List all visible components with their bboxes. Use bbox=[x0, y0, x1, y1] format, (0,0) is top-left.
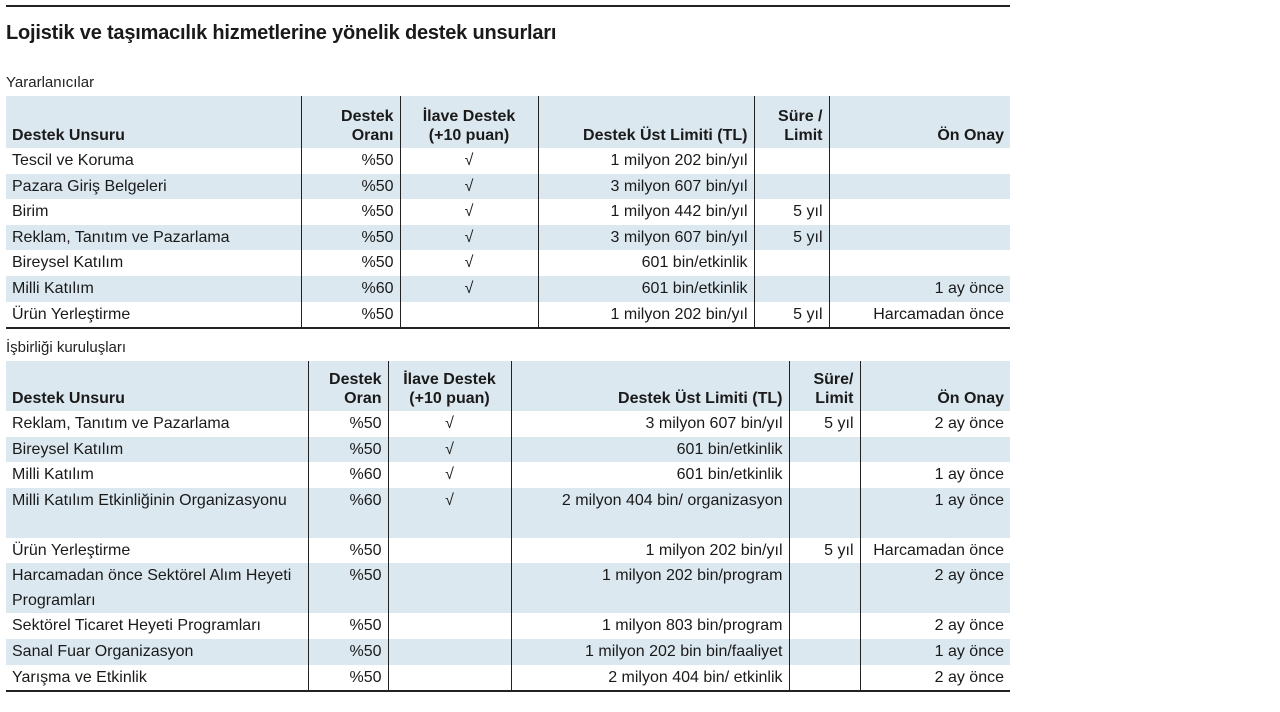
cell-sure bbox=[789, 639, 860, 665]
cell-ust-limit: 1 milyon 202 bin/yıl bbox=[538, 148, 754, 174]
cell-sure bbox=[754, 174, 829, 200]
cell-on-onay: 2 ay önce bbox=[860, 563, 1010, 613]
cell-destek-unsuru: Sektörel Ticaret Heyeti Programları bbox=[6, 613, 308, 639]
cell-ust-limit: 3 milyon 607 bin/yıl bbox=[511, 411, 789, 437]
table-row bbox=[6, 276, 1010, 302]
support-table-isbirligi bbox=[6, 361, 1010, 692]
cell-ilave-destek: √ bbox=[388, 462, 511, 488]
table-row bbox=[6, 563, 1010, 613]
cell-on-onay bbox=[829, 250, 1010, 276]
cell-destek-orani: %60 bbox=[308, 488, 388, 538]
cell-sure bbox=[789, 613, 860, 639]
cell-destek-orani: %50 bbox=[308, 538, 388, 564]
table-row bbox=[6, 225, 1010, 251]
cell-destek-unsuru: Harcamadan önce Sektörel Alım Heyeti Programları bbox=[6, 563, 308, 613]
table-row bbox=[6, 665, 1010, 692]
cell-ilave-destek bbox=[388, 563, 511, 613]
cell-on-onay: 1 ay önce bbox=[860, 639, 1010, 665]
cell-destek-orani: %50 bbox=[308, 613, 388, 639]
header-on-onay: Ön Onay bbox=[937, 390, 1004, 407]
header-destek-unsuru: Destek Unsuru bbox=[6, 96, 301, 148]
top-rule bbox=[6, 5, 1010, 7]
table-row bbox=[6, 437, 1010, 463]
cell-ust-limit: 601 bin/etkinlik bbox=[538, 250, 754, 276]
cell-on-onay bbox=[829, 199, 1010, 225]
cell-destek-unsuru: Reklam, Tanıtım ve Pazarlama bbox=[6, 225, 301, 251]
cell-on-onay: 1 ay önce bbox=[829, 276, 1010, 302]
cell-ust-limit: 1 milyon 803 bin/program bbox=[511, 613, 789, 639]
cell-sure bbox=[789, 437, 860, 463]
header-sure-limit: Süre/ Limit bbox=[789, 361, 860, 411]
cell-on-onay: 2 ay önce bbox=[934, 415, 1004, 432]
table-row bbox=[6, 250, 1010, 276]
cell-ilave-destek bbox=[388, 613, 511, 639]
header-on-onay: Ön Onay bbox=[937, 127, 1004, 144]
cell-ust-limit: 2 milyon 404 bin/ etkinlik bbox=[511, 665, 789, 692]
table-row bbox=[6, 639, 1010, 665]
table-row bbox=[6, 411, 1010, 437]
header-destek-ust-limiti: Destek Üst Limiti (TL) bbox=[538, 96, 754, 148]
cell-destek-orani: %50 bbox=[301, 302, 400, 329]
cell-ilave-destek bbox=[388, 665, 511, 692]
cell-sure bbox=[754, 148, 829, 174]
cell-destek-unsuru: Reklam, Tanıtım ve Pazarlama bbox=[6, 411, 308, 437]
cell-on-onay bbox=[860, 437, 1010, 463]
cell-sure bbox=[789, 665, 860, 692]
cell-destek-orani: %50 bbox=[301, 148, 400, 174]
cell-destek-unsuru: Yarışma ve Etkinlik bbox=[6, 665, 308, 692]
section-label-isbirligi: İşbirliği kuruluşları bbox=[6, 339, 127, 356]
cell-ilave-destek bbox=[388, 639, 511, 665]
table-row bbox=[6, 199, 1010, 225]
cell-destek-unsuru: Milli Katılım Etkinliğinin Organizasyonu bbox=[6, 488, 308, 538]
section-label-yararlanicilar: Yararlanıcılar bbox=[6, 74, 95, 91]
cell-on-onay: Harcamadan önce bbox=[873, 541, 1004, 559]
cell-destek-orani: %60 bbox=[308, 462, 388, 488]
cell-destek-orani: %50 bbox=[308, 665, 388, 692]
cell-sure: 5 yıl bbox=[754, 225, 829, 251]
cell-sure: 5 yıl bbox=[754, 302, 829, 329]
cell-sure bbox=[754, 250, 829, 276]
cell-on-onay bbox=[829, 174, 1010, 200]
cell-sure bbox=[789, 563, 860, 613]
cell-ilave-destek bbox=[388, 538, 511, 564]
table-row bbox=[6, 302, 1010, 329]
cell-ust-limit: 3 milyon 607 bin/yıl bbox=[538, 225, 754, 251]
cell-ust-limit: 601 bin/etkinlik bbox=[511, 462, 789, 488]
cell-destek-orani: %50 bbox=[301, 250, 400, 276]
cell-destek-orani: %50 bbox=[301, 225, 400, 251]
cell-sure bbox=[754, 276, 829, 302]
cell-destek-unsuru: Bireysel Katılım bbox=[6, 437, 308, 463]
cell-destek-orani: %50 bbox=[308, 563, 388, 613]
header-sure-limit: Süre / Limit bbox=[754, 96, 829, 148]
cell-ust-limit: 3 milyon 607 bin/yıl bbox=[538, 174, 754, 200]
cell-ust-limit: 2 milyon 404 bin/ organizasyon bbox=[511, 488, 789, 538]
cell-destek-orani: %60 bbox=[301, 276, 400, 302]
table-row bbox=[6, 148, 1010, 174]
header-ilave-destek: İlave Destek (+10 puan) bbox=[388, 361, 511, 411]
cell-sure: 5 yıl bbox=[789, 411, 860, 437]
cell-destek-unsuru: Bireysel Katılım bbox=[6, 250, 301, 276]
cell-destek-orani: %50 bbox=[308, 437, 388, 463]
table-row bbox=[6, 538, 1010, 564]
cell-destek-unsuru: Sanal Fuar Organizasyon bbox=[6, 639, 308, 665]
support-table-yararlanicilar bbox=[6, 96, 1010, 329]
cell-ilave-destek: √ bbox=[388, 488, 511, 538]
cell-on-onay: 2 ay önce bbox=[934, 617, 1004, 635]
cell-destek-orani: %50 bbox=[308, 639, 388, 665]
table-row bbox=[6, 462, 1010, 488]
cell-ilave-destek: √ bbox=[400, 148, 538, 174]
cell-destek-unsuru: Ürün Yerleştirme bbox=[6, 302, 301, 329]
page-title: Lojistik ve taşımacılık hizmetlerine yönelik destek unsurları bbox=[6, 22, 557, 44]
cell-on-onay bbox=[829, 148, 1010, 174]
cell-ilave-destek bbox=[400, 302, 538, 329]
cell-destek-unsuru: Ürün Yerleştirme bbox=[6, 538, 308, 564]
cell-on-onay bbox=[829, 225, 1010, 251]
cell-on-onay: 1 ay önce bbox=[860, 488, 1010, 538]
cell-sure: 5 yıl bbox=[754, 199, 829, 225]
table-row bbox=[6, 613, 1010, 639]
cell-ust-limit: 1 milyon 442 bin/yıl bbox=[538, 199, 754, 225]
cell-ilave-destek: √ bbox=[400, 225, 538, 251]
cell-ust-limit: 1 milyon 202 bin bin/faaliyet bbox=[511, 639, 789, 665]
cell-ust-limit: 1 milyon 202 bin/yıl bbox=[511, 538, 789, 564]
cell-ust-limit: 601 bin/etkinlik bbox=[538, 276, 754, 302]
header-destek-oran: Destek Oran bbox=[308, 361, 388, 411]
cell-destek-orani: %50 bbox=[308, 411, 388, 437]
table-row bbox=[6, 488, 1010, 538]
cell-destek-unsuru: Tescil ve Koruma bbox=[6, 148, 301, 174]
cell-ust-limit: 1 milyon 202 bin/program bbox=[511, 563, 789, 613]
cell-destek-unsuru: Pazara Giriş Belgeleri bbox=[6, 174, 301, 200]
cell-ilave-destek: √ bbox=[400, 199, 538, 225]
cell-sure bbox=[789, 488, 860, 538]
cell-on-onay: Harcamadan önce bbox=[829, 302, 1010, 329]
cell-sure: 5 yıl bbox=[789, 538, 860, 564]
header-destek-orani: Destek Oranı bbox=[301, 96, 400, 148]
cell-ust-limit: 1 milyon 202 bin/yıl bbox=[538, 302, 754, 329]
cell-destek-orani: %50 bbox=[301, 174, 400, 200]
cell-ilave-destek: √ bbox=[400, 174, 538, 200]
cell-destek-unsuru: Birim bbox=[6, 199, 301, 225]
cell-destek-unsuru: Milli Katılım bbox=[6, 462, 308, 488]
cell-destek-unsuru: Milli Katılım bbox=[6, 276, 301, 302]
cell-on-onay: 2 ay önce bbox=[860, 665, 1010, 692]
header-ilave-destek: İlave Destek (+10 puan) bbox=[400, 96, 538, 148]
header-destek-ust-limiti: Destek Üst Limiti (TL) bbox=[511, 361, 789, 411]
table-row bbox=[6, 174, 1010, 200]
cell-ilave-destek: √ bbox=[400, 250, 538, 276]
cell-on-onay: 1 ay önce bbox=[934, 466, 1004, 484]
cell-destek-orani: %50 bbox=[301, 199, 400, 225]
cell-ust-limit: 601 bin/etkinlik bbox=[511, 437, 789, 463]
cell-sure bbox=[789, 462, 860, 488]
cell-ilave-destek: √ bbox=[388, 437, 511, 463]
cell-ilave-destek: √ bbox=[388, 411, 511, 437]
cell-ilave-destek: √ bbox=[400, 276, 538, 302]
header-destek-unsuru: Destek Unsuru bbox=[6, 361, 308, 411]
